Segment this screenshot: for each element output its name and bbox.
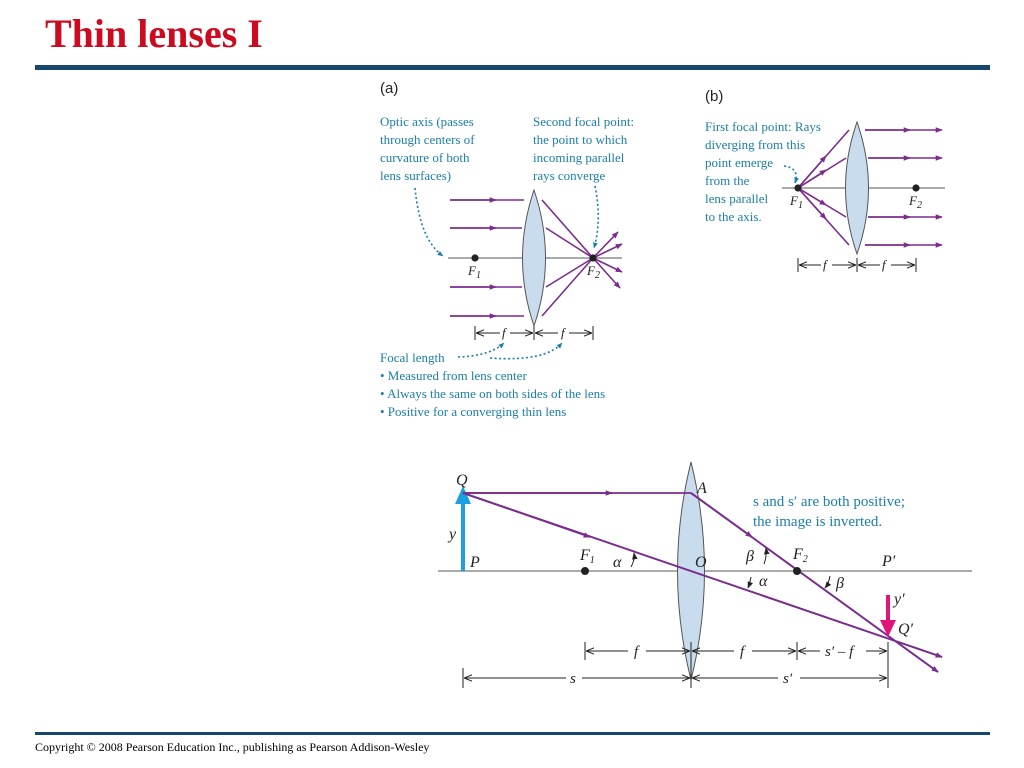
svg-text:f: f bbox=[882, 257, 886, 272]
focal-point-f1-b bbox=[794, 184, 801, 191]
f1-label-b: $F_1$ bbox=[790, 193, 803, 211]
focal-point-f2-b bbox=[912, 184, 919, 191]
svg-text:f: f bbox=[823, 257, 827, 272]
panel-c bbox=[438, 462, 972, 688]
panel-a bbox=[380, 80, 637, 419]
f2-label-c: F2 bbox=[793, 546, 808, 565]
panel-b bbox=[705, 88, 945, 272]
first-focal-caption: First focal point: Rays diverging from this point emerge from the lens parallel to the axis. bbox=[705, 119, 821, 224]
beta-label-right: β bbox=[836, 575, 844, 592]
focal-point-leader bbox=[594, 186, 598, 248]
focal-point-f1-c bbox=[581, 567, 589, 575]
alpha-label-left: α bbox=[613, 554, 622, 571]
optic-axis-caption: Optic axis (passes through centers of curvature of both lens surfaces) bbox=[380, 114, 475, 183]
beta-label-left: β bbox=[746, 548, 754, 565]
f2-label-b: $F_2$ bbox=[909, 193, 922, 211]
s-dim: s bbox=[570, 671, 576, 687]
image-arrow-head bbox=[880, 620, 896, 637]
converging-lens-a bbox=[523, 190, 546, 326]
f1-label-a: $F_1$ bbox=[468, 263, 481, 281]
panel-b-label: (b) bbox=[705, 88, 724, 105]
dimension-lines-c bbox=[463, 642, 888, 688]
alpha-label-right: α bbox=[759, 573, 768, 590]
copyright-text: Copyright © 2008 Pearson Education Inc., publishing as Pearson Addison-Wesley bbox=[35, 740, 430, 754]
focal-length-dimension-b bbox=[798, 257, 916, 272]
focal-point-f2-c bbox=[793, 567, 801, 575]
svg-text:f: f bbox=[502, 325, 506, 340]
focal-length-leader-2 bbox=[490, 343, 562, 359]
f1-label-c: F1 bbox=[580, 547, 595, 566]
first-focal-leader bbox=[784, 166, 796, 183]
s-prime-minus-f-dim: s′ – f bbox=[825, 644, 854, 660]
f-dim-right: f bbox=[740, 644, 745, 660]
point-q-label: Q bbox=[456, 472, 468, 489]
optic-axis-leader bbox=[415, 188, 443, 256]
slide-title: Thin lenses I bbox=[45, 11, 263, 56]
footer-divider bbox=[35, 732, 990, 735]
f-dim-left: f bbox=[634, 644, 639, 660]
point-o-label: O bbox=[695, 554, 707, 571]
focal-point-f2-a bbox=[589, 254, 596, 261]
s-prime-dim: s′ bbox=[783, 671, 793, 687]
point-p-prime-label: P′ bbox=[882, 553, 896, 570]
svg-text:f: f bbox=[561, 325, 565, 340]
focal-point-f1-a bbox=[471, 254, 478, 261]
f2-label-a: $F_2$ bbox=[587, 263, 600, 281]
panel-a-label: (a) bbox=[380, 80, 399, 97]
image-caption: s and s′ are both positive; the image is inverted. bbox=[753, 494, 906, 530]
focal-length-leader-1 bbox=[458, 343, 504, 357]
point-p-label: P bbox=[470, 554, 480, 571]
point-q-prime-label: Q′ bbox=[898, 621, 914, 638]
height-y-prime-label: y′ bbox=[894, 591, 905, 608]
height-y-label: y bbox=[449, 526, 457, 543]
converging-lens-b bbox=[846, 122, 869, 254]
point-a-label: A bbox=[697, 480, 707, 497]
focal-length-caption: Focal length • Measured from lens center • Always the same on both sides of the lens • Positive for a converging thin lens bbox=[380, 350, 606, 419]
focal-length-dimension-a bbox=[475, 325, 593, 340]
second-focal-caption: Second focal point: the point to which incoming parallel rays converge bbox=[533, 114, 635, 183]
